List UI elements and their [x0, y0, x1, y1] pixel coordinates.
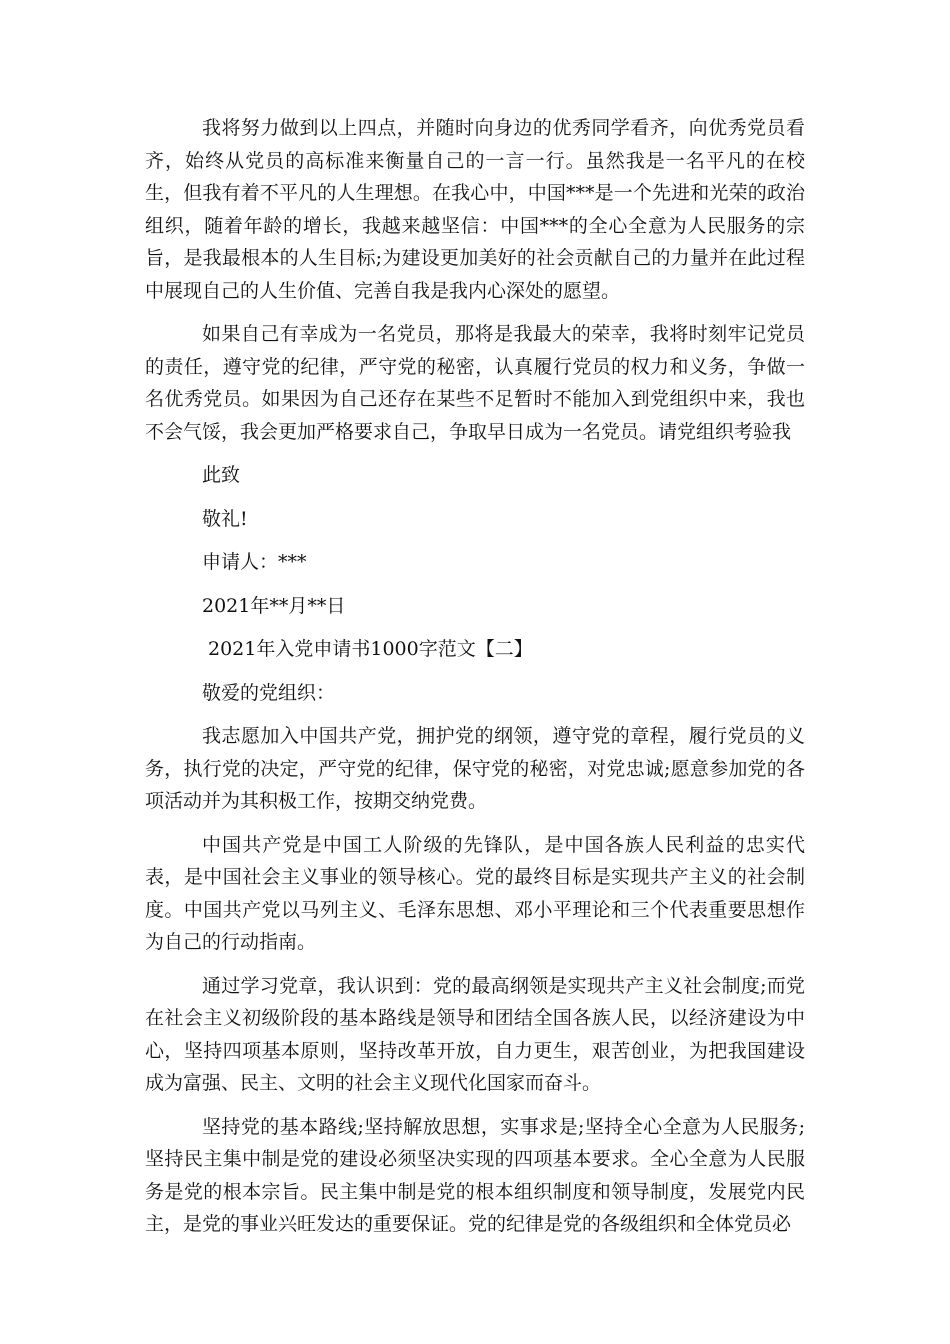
closing-cizhi: 此致 — [202, 464, 241, 486]
applicant-signature: 申请人：*** — [202, 551, 307, 573]
paragraph: 中国共产党是中国工人阶级的先锋队，是中国各族人民利益的忠实代表，是中国社会主义事业的领导核心。党的最终目标是实现共产主义的社会制度。中国共产党以马列主义、毛泽东思想、邓小平理论和三个代表重要思想作为自己的行动指南。 — [145, 833, 805, 953]
section-title: 2021年入党申请书1000字范文【二】 — [208, 638, 533, 660]
paragraph: 我将努力做到以上四点，并随时向身边的优秀同学看齐，向优秀党员看齐，始终从党员的高标准来衡量自己的一言一行。虽然我是一名平凡的在校生，但我有着不平凡的人生理想。在我心中，中国***是一个先进和光荣的政治组织，随着年龄的增长，我越来越坚信：中国***的全心全意为人民服务的宗旨，是我最根本的人生目标;为建设更加美好的社会贡献自己的力量并在此过程中展现自己的人生价值、完善自我是我内心深处的愿望。 — [145, 117, 805, 302]
salutation: 敬爱的党组织： — [202, 681, 336, 704]
paragraph: 通过学习党章，我认识到：党的最高纲领是实现共产主义社会制度;而党在社会主义初级阶段的基本路线是领导和团结全国各族人民，以经济建设为中心，坚持四项基本原则，坚持改革开放，自力更生，艰苦创业，为把我国建设成为富强、民主、文明的社会主义现代化国家而奋斗。 — [145, 974, 805, 1094]
closing-jingli: 敬礼! — [202, 507, 248, 530]
paragraph: 坚持党的基本路线;坚持解放思想，实事求是;坚持全心全意为人民服务;坚持民主集中制是党的建设必须坚决实现的四项基本要求。全心全意为人民服务是党的根本宗旨。民主集中制是党的根本组织制度和领导制度，发展党内民主，是党的事业兴旺发达的重要保证。党的纪律是党的各级组织和全体党员必 — [145, 1115, 805, 1235]
paragraph: 我志愿加入中国共产党，拥护党的纲领，遵守党的章程，履行党员的义务，执行党的决定，严守党的纪律，保守党的秘密，对党忠诚;愿意参加党的各项活动并为其积极工作，按期交纳党费。 — [145, 725, 805, 812]
paragraph: 如果自己有幸成为一名党员，那将是我最大的荣幸，我将时刻牢记党员的责任，遵守党的纪律，严守党的秘密，认真履行党员的权力和义务，争做一名优秀党员。如果因为自己还存在某些不足暂时不能加入到党组织中来，我也不会气馁，我会更加严格要求自己，争取早日成为一名党员。请党组织考验我 — [145, 323, 805, 443]
document-body — [145, 112, 805, 1252]
application-date: 2021年**月**日 — [202, 594, 346, 617]
